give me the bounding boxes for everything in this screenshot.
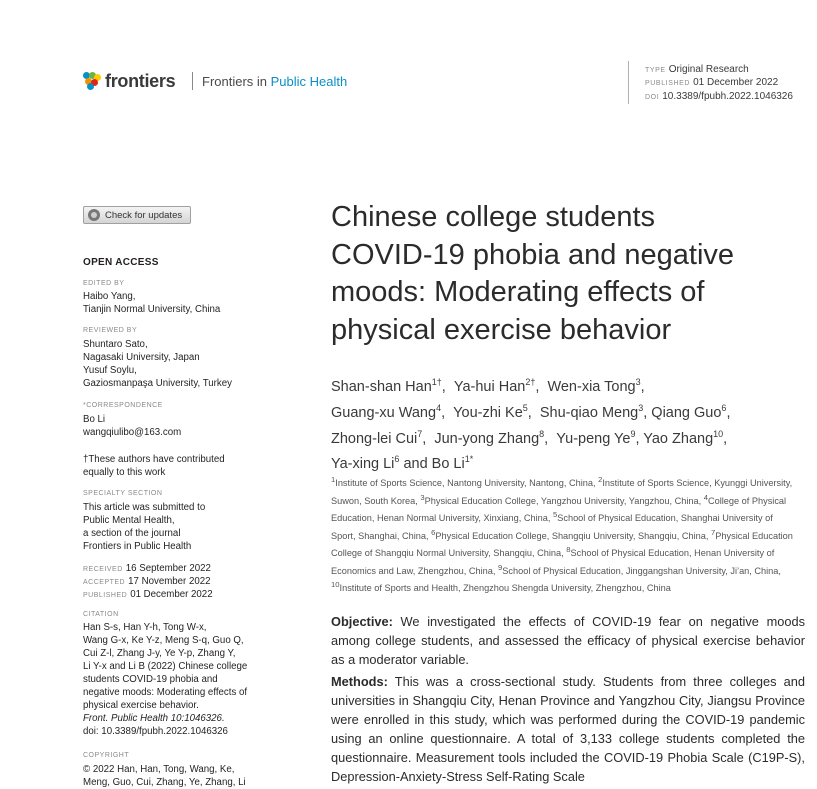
journal-title: Public Health [270, 74, 348, 89]
accepted-date: ACCEPTED 17 November 2022 [83, 576, 211, 587]
frontiers-logo-icon [83, 72, 101, 90]
check-updates-label: Check for updates [105, 209, 183, 221]
copyright-line: Meng, Guo, Cui, Zhang, Ye, Zhang, Li [83, 777, 246, 788]
open-access-heading: OPEN ACCESS [83, 257, 159, 268]
abstract-objective [331, 612, 805, 669]
reviewer-affiliation: Gaziosmanpaşa University, Turkey [83, 378, 232, 389]
published-date: PUBLISHED 01 December 2022 [83, 589, 213, 600]
citation-line: physical exercise behavior. [83, 700, 199, 711]
citation-line: negative moods: Moderating effects of [83, 687, 248, 698]
meta-divider [628, 61, 629, 104]
specialty-line: Public Mental Health, [83, 515, 175, 526]
title-line: Chinese college students [331, 201, 656, 233]
specialty-line: a section of the journal [83, 528, 181, 539]
citation-line: students COVID-19 phobia and [83, 674, 218, 685]
frontiers-logo[interactable] [83, 70, 175, 92]
received-date: RECEIVED 16 September 2022 [83, 563, 211, 574]
logo-wordmark: frontiers [105, 70, 176, 91]
reviewer-name: Shuntaro Sato, [83, 339, 148, 350]
journal-name[interactable] [202, 74, 347, 89]
title-line: moods: Moderating effects of [331, 276, 705, 308]
editor-affiliation: Tianjin Normal University, China [83, 304, 221, 315]
reviewed-by-label: REVIEWED BY [83, 327, 138, 334]
check-for-updates-button[interactable] [83, 206, 191, 224]
copyright-line: © 2022 Han, Han, Tong, Wang, Ke, [83, 764, 235, 775]
methods-text: This was a cross-sectional study. Students from three colleges and universities in Shangqiu City, Henan Province and Yangzhou City, Jiangsu Province were enrolled in this study, which was performed during the COVID-19 pandemic using an online questionnaire. A total of 3,133 college students completed the questionnaire. Measurement tools included the COVID-19 Phobia Scale (C19P-S), Depression-Anxiety-Stress Self-Rating Scale [331, 674, 805, 784]
objective-text: We investigated the effects of COVID-19 fear on negative moods among college students, and assessed the efficacy of physical exercise behavior as a moderator variable. [331, 614, 805, 667]
objective-label: Objective: [331, 614, 393, 629]
copyright-label: COPYRIGHT [83, 752, 130, 759]
author-list: Shan-shan Han$^{1\dagger}$, Ya-hui Han$^{2\dagger}$, Wen-xia Tong$^3$, Guang-xu Wang$^4$, You-zhi Ke$^5$, Shu-qiao Meng$^3$, Qiang Guo$^6$, Zhong-lei Cui$^7$, Jun-yong Zhang$^8$, Yu-peng Ye$^9$, Yao Zhang$^{10}$, Ya-xing Li$^6$ and Bo $Li^{1*}$ [331, 377, 731, 473]
editor-name: Haibo Yang, [83, 291, 136, 302]
correspondent-email[interactable]: wangqiulibo@163.com [83, 427, 182, 438]
article-type: TYPE Original Research [645, 64, 749, 75]
article-published: PUBLISHED 01 December 2022 [645, 77, 779, 88]
specialty-line: This article was submitted to [83, 502, 206, 513]
correspondent-name: Bo Li [83, 414, 106, 425]
citation-line: Han S-s, Han Y-h, Tong W-x, [83, 622, 207, 633]
equal-contribution-note: †These authors have contributed [83, 454, 225, 465]
specialty-section-label: SPECIALTY SECTION [83, 490, 163, 497]
citation-line: Cui Z-l, Zhang J-y, Ye Y-p, Zhang Y, [83, 648, 236, 659]
reviewer-name: Yusuf Soylu, [83, 365, 137, 376]
correspondence-label: *CORRESPONDENCE [83, 402, 163, 409]
edited-by-label: EDITED BY [83, 280, 125, 287]
abstract-methods [331, 672, 805, 786]
header-divider [192, 72, 193, 90]
affiliations: $^1$Institute of Sports Science, Nantong University, Nantong, China, $^2$Institute of Sports Science, Kyunggi University, Suwon, South Korea, $^3$Physical Education College, Yangzhou University, Yangzhou, China, $^4$College of Physical Education, Henan Normal University, Xinxiang, China, $^5$School of Physical Education, Shanghai University of Sport, Shanghai, China, $^6$Physical Education College, Shangqiu University, Shangqiu, China, $^7$Physical Education College of Shangqiu Normal University, Shangqiu, China, $^8$School of Physical Education, Henan University of Economics and Law, Zhengzhou, China, $^9$School of Physical Education, Jinggangshan University, Ji’an, China, $^{10}$Institute of Sports and Health, Zhengzhou Shengda University, Zhengzhou, China [331, 475, 793, 594]
title-line: physical exercise behavior [331, 313, 672, 346]
equal-contribution-note: equally to this work [83, 467, 166, 478]
reviewer-affiliation: Nagasaki University, Japan [83, 352, 200, 363]
journal-prefix: Frontiers in [202, 74, 271, 89]
article-title [331, 199, 801, 349]
citation-label: CITATION [83, 611, 119, 618]
citation-line: Front. Public Health 10:1046326. [83, 713, 225, 724]
citation-line: Li Y-x and Li B (2022) Chinese college [83, 661, 248, 672]
article-doi[interactable]: DOI 10.3389/fpubh.2022.1046326 [645, 91, 793, 102]
update-icon [88, 209, 100, 221]
specialty-line: Frontiers in Public Health [83, 541, 192, 552]
title-line: COVID-19 phobia and negative [331, 238, 735, 271]
methods-label: Methods: [331, 674, 388, 689]
citation-doi[interactable]: doi: 10.3389/fpubh.2022.1046326 [83, 726, 228, 737]
citation-line: Wang G-x, Ke Y-z, Meng S-q, Guo Q, [83, 635, 244, 646]
